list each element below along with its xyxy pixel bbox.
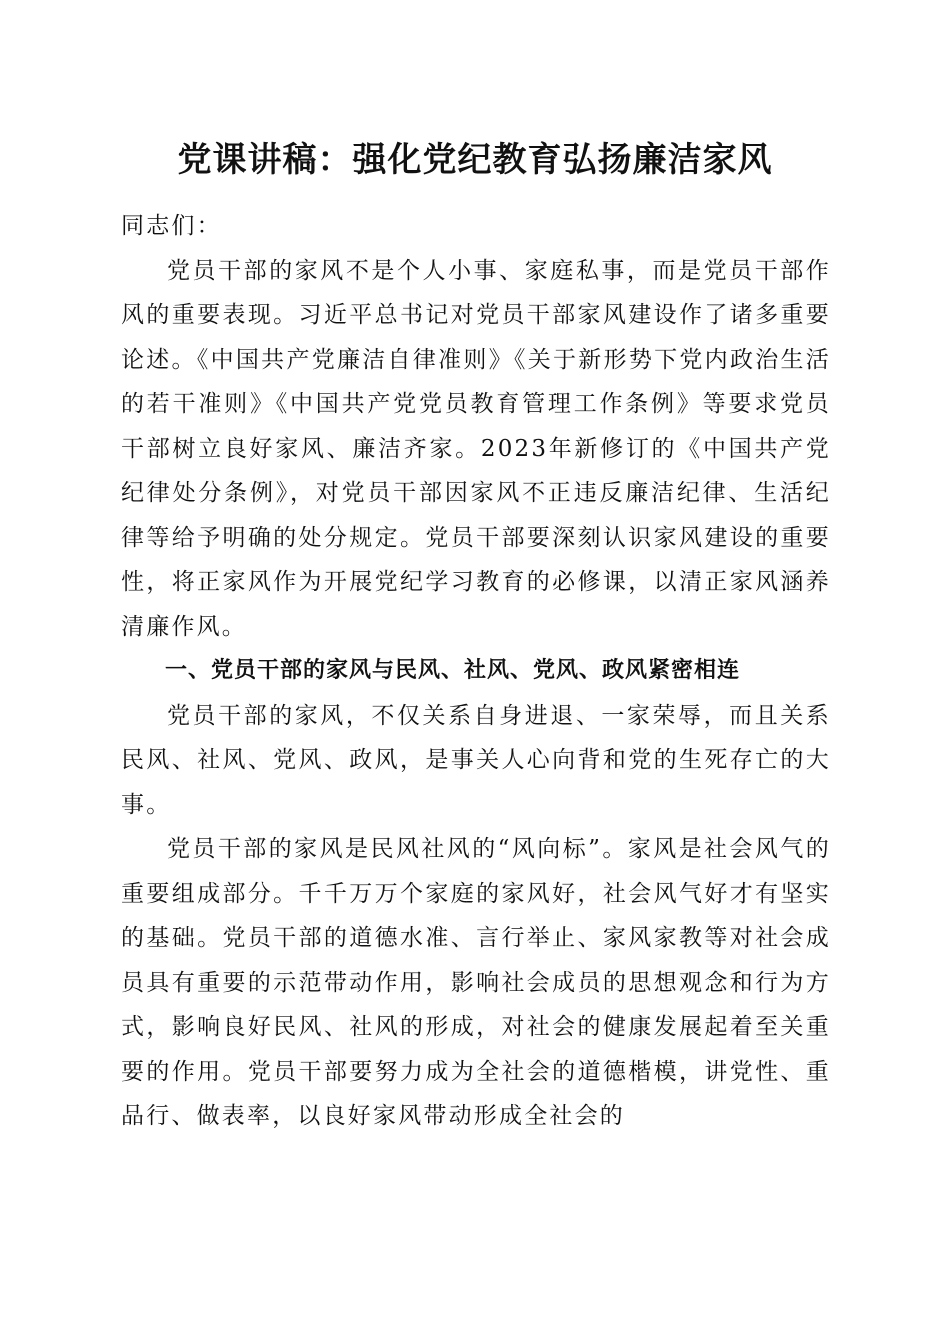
- section-1-paragraph-1: 党员干部的家风，不仅关系自身进退、一家荣辱，而且关系民风、社风、党风、政风，是事关人心向背和党的生死存亡的大事。: [121, 702, 831, 818]
- document-body: [121, 204, 831, 1139]
- intro-paragraph: 党员干部的家风不是个人小事、家庭私事，而是党员干部作风的重要表现。习近平总书记对党员干部家风建设作了诸多重要论述。《中国共产党廉洁自律准则》《关于新形势下党内政治生活的若干准则》《中国共产党党员教育管理工作条例》等要求党员干部树立良好家风、廉洁齐家。2023年新修订的《中国共产党纪律处分条例》，对党员干部因家风不正违反廉洁纪律、生活纪律等给予明确的处分规定。党员干部要深刻认识家风建设的重要性，将正家风作为开展党纪学习教育的必修课，以清正家风涵养清廉作风。: [121, 257, 831, 640]
- section-1-heading: 一、党员干部的家风与民风、社风、党风、政风紧密相连: [165, 658, 741, 683]
- section-1-paragraph-2: 党员干部的家风是民风社风的“风向标”。家风是社会风气的重要组成部分。千千万万个家庭的家风好，社会风气好才有坚实的基础。党员干部的道德水准、言行举止、家风家教等对社会成员具有重要的示范带动作用，影响社会成员的思想观念和行为方式，影响良好民风、社风的形成，对社会的健康发展起着至关重要的作用。党员干部要努力成为全社会的道德楷模，讲党性、重品行、做表率，以良好家风带动形成全社会的: [121, 836, 831, 1129]
- salutation: 同志们：: [121, 213, 222, 239]
- document-title: 党课讲稿：强化党纪教育弘扬廉洁家风: [177, 140, 773, 180]
